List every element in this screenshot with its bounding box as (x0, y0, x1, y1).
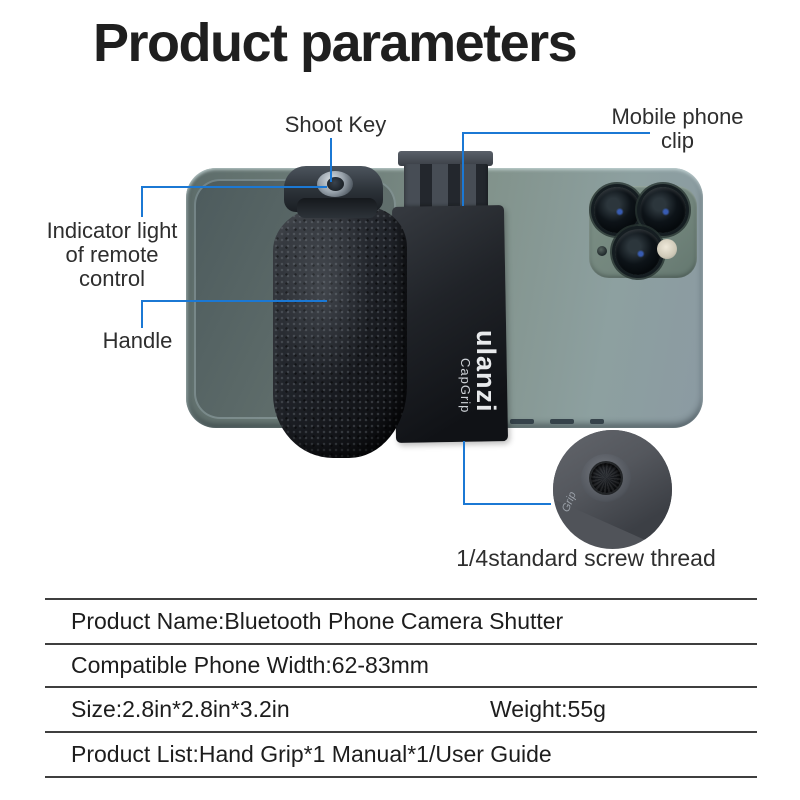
page-title: Product parameters (93, 13, 577, 73)
spec-weight: Weight:55g (490, 696, 606, 722)
callout-line-clip (462, 132, 464, 206)
table-row (45, 733, 757, 778)
label-screw-thread: 1/4standard screw thread (456, 545, 716, 571)
label-indicator-light (28, 219, 196, 291)
grip-handle (273, 207, 407, 458)
label-shoot-key: Shoot Key (284, 112, 387, 137)
callout-line-shoot-key (330, 138, 332, 182)
phone-port-slot (590, 419, 604, 424)
spec-product-list: Product List:Hand Grip*1 Manual*1/User Guide (71, 741, 552, 767)
brand-model-text: CapGrip (458, 358, 473, 414)
screw-thread-inset (553, 430, 672, 549)
phone-port-slot (550, 419, 574, 424)
table-row (45, 688, 757, 733)
callout-line-handle (141, 300, 327, 302)
brand-name-text: ulanzi (471, 330, 501, 413)
label-indicator-line3: control (78, 266, 146, 291)
grip-collar (297, 198, 377, 218)
callout-line-screw (463, 441, 465, 505)
camera-mic-dot-icon (597, 246, 607, 256)
callout-line-indicator (141, 186, 143, 217)
spec-compatible-width: Compatible Phone Width:62-83mm (71, 652, 429, 678)
spec-product-name: Product Name:Bluetooth Phone Camera Shutter (71, 608, 564, 634)
callout-line-indicator (141, 186, 327, 188)
table-row (45, 645, 757, 688)
label-indicator-line1: Indicator light (46, 218, 178, 243)
camera-flash-icon (657, 239, 677, 259)
camera-lens-icon (640, 187, 686, 233)
label-mobile-phone-clip-line2: clip (660, 128, 694, 153)
label-mobile-phone-clip-line1: Mobile phone (611, 104, 744, 129)
spec-size: Size:2.8in*2.8in*3.2in (71, 696, 290, 722)
callout-line-screw (463, 503, 551, 505)
camera-module (589, 186, 697, 278)
inset-brand-fragment: Grip (559, 490, 579, 514)
spec-table (45, 598, 757, 778)
brand-label (447, 330, 499, 442)
table-row (45, 600, 757, 645)
label-handle: Handle (102, 328, 173, 353)
phone-port-slot (510, 419, 534, 424)
camera-lens-icon (615, 229, 661, 275)
callout-line-handle (141, 300, 143, 328)
label-mobile-phone-clip (595, 105, 760, 153)
label-indicator-line2: of remote (65, 242, 159, 267)
phone-clip-jaw (404, 164, 488, 211)
camera-lens-icon (594, 187, 640, 233)
quarter-inch-screw-hole (591, 463, 621, 493)
